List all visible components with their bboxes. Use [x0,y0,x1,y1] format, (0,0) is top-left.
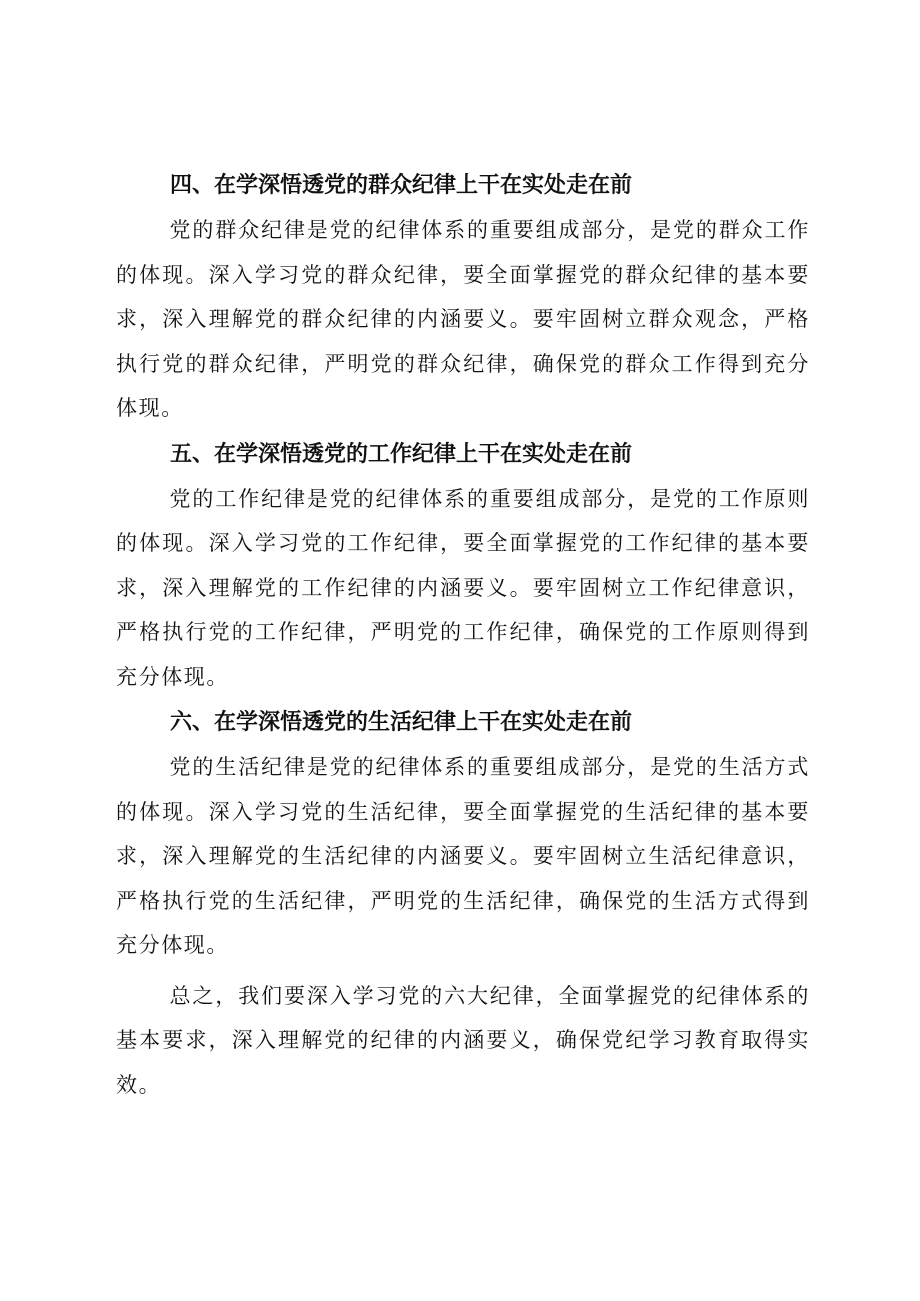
section-paragraph: 党的工作纪律是党的纪律体系的重要组成部分，是党的工作原则的体现。深入学习党的工作纪律，要全面掌握党的工作纪律的基本要求，深入理解党的工作纪律的内涵要义。要牢固树立工作纪律意识，严格执行党的工作纪律，严明党的工作纪律，确保党的工作原则得到充分体现。 [116,486,810,689]
section-paragraph: 党的生活纪律是党的纪律体系的重要组成部分，是党的生活方式的体现。深入学习党的生活纪律，要全面掌握党的生活纪律的基本要求，深入理解党的生活纪律的内涵要义。要牢固树立生活纪律意识，严格执行党的生活纪律，严明党的生活纪律，确保党的生活方式得到充分体现。 [116,755,810,957]
section-4 [116,168,810,431]
section-heading: 四、在学深悟透党的群众纪律上干在实处走在前 [170,173,633,198]
section-6 [116,705,810,968]
section-5 [116,437,810,700]
conclusion-paragraph: 总之，我们要深入学习党的六大纪律，全面掌握党的纪律体系的基本要求，深入理解党的纪律的内涵要义，确保党纪学习教育取得实效。 [116,983,810,1097]
document-body [116,168,810,1107]
section-paragraph: 党的群众纪律是党的纪律体系的重要组成部分，是党的群众工作的体现。深入学习党的群众纪律，要全面掌握党的群众纪律的基本要求，深入理解党的群众纪律的内涵要义。要牢固树立群众观念，严格执行党的群众纪律，严明党的群众纪律，确保党的群众工作得到充分体现。 [116,218,810,420]
section-heading: 五、在学深悟透党的工作纪律上干在实处走在前 [170,441,633,467]
section-heading: 六、在学深悟透党的生活纪律上干在实处走在前 [170,710,633,735]
